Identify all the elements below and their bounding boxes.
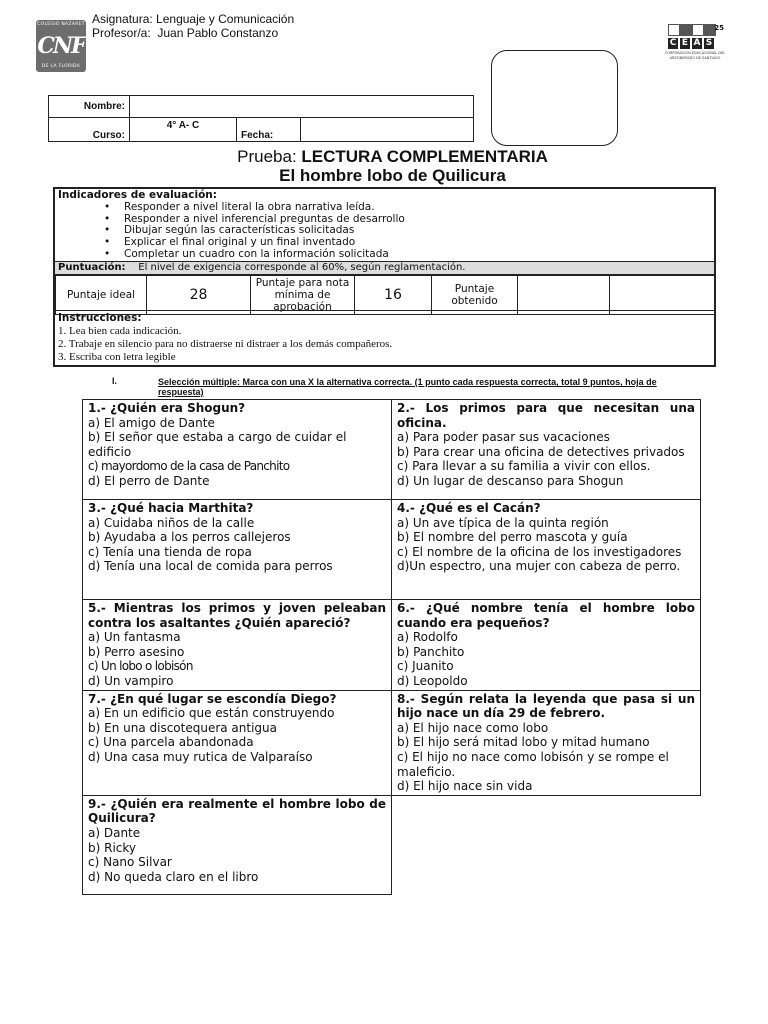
indicators-block — [58, 190, 405, 261]
test-title — [0, 147, 768, 167]
test-subtitle: El hombre lobo de Quilicura — [279, 166, 506, 185]
empty-cell — [392, 795, 701, 894]
min-score-label: Puntaje para nota mínima de aprobación — [251, 276, 355, 315]
question-3-option-d[interactable]: d) Tenía una local de comida para perros — [88, 559, 333, 574]
name-label: Nombre: — [49, 96, 130, 118]
question-8-option-c[interactable]: c) El hijo no nace como lobisón y se rompe el maleficio. — [397, 749, 669, 779]
teacher-line — [92, 26, 278, 40]
min-score-value: 16 — [355, 276, 432, 315]
question-1-option-a[interactable]: a) El amigo de Dante — [88, 415, 215, 430]
school-logo-top-text: COLEGIO NAZARET — [37, 22, 85, 27]
instructions-block — [55, 310, 714, 365]
question-1-option-b[interactable]: b) El señor que estaba a cargo de cuidar el edificio — [88, 430, 347, 459]
question-4-option-c[interactable]: c) El nombre de la oficina de los investigadores — [397, 544, 682, 559]
question-3-option-a[interactable]: a) Cuidaba niños de la calle — [88, 515, 255, 530]
question-3-option-b[interactable]: b) Ayudaba a los perros callejeros — [88, 530, 291, 545]
question-3-option-c[interactable]: c) Tenía una tienda de ropa — [88, 544, 252, 559]
date-label: Fecha: — [237, 118, 301, 142]
teacher-label: Profesor/a: — [92, 26, 151, 40]
obtained-score-field[interactable] — [518, 276, 610, 315]
question-7-option-c[interactable]: c) Una parcela abandonada — [88, 735, 254, 750]
indicators-list — [58, 202, 405, 261]
question-7-text: 7.- ¿En qué lugar se escondía Diego? — [88, 691, 337, 706]
obtained-score-label: Puntaje obtenido — [432, 276, 518, 315]
question-8-option-b[interactable]: b) El hijo será mitad lobo y mitad humano — [397, 735, 650, 750]
question-9-option-c[interactable]: c) Nano Silvar — [88, 855, 172, 870]
question-8-text: 8.- Según relata la leyenda que pasa si un hijo nace un día 29 de febrero. — [397, 691, 695, 721]
instructions-label: Instrucciones: — [58, 312, 142, 324]
question-6-text: 6.- ¿Qué nombre tenía el hombre lobo cuando era pequeños? — [397, 601, 695, 630]
indicator-item: • Responder a nivel inferencial preguntas de desarrollo — [124, 214, 405, 226]
ideal-score-value: 28 — [147, 276, 251, 315]
question-2-option-d[interactable]: d) Un lugar de descanso para Shogun — [397, 473, 624, 488]
course-value: 4° A- C — [130, 118, 237, 142]
instruction-item: 3. Escriba con letra legible — [58, 351, 176, 363]
subject-line — [92, 12, 294, 26]
evaluation-box — [53, 187, 716, 367]
questions-table — [82, 399, 701, 895]
question-4-text: 4.- ¿Qué es el Cacán? — [397, 501, 541, 515]
question-8-option-d[interactable]: d) El hijo nace sin vida — [397, 779, 533, 794]
ceas-logo-caption: CORPORACIÓN EDUCACIONAL DEL ARZOBISPADO DE SANTIAGO — [664, 51, 726, 60]
score-row — [55, 261, 714, 275]
question-2-option-b[interactable]: b) Para crear una oficina de detectives privados — [397, 444, 685, 459]
question-4-option-a[interactable]: a) Un ave típica de la quinta región — [397, 515, 609, 530]
grade-box[interactable] — [491, 50, 618, 146]
question-8 — [392, 690, 701, 795]
question-2-option-c[interactable]: c) Para llevar a su familia a vivir con ellos. — [397, 459, 651, 474]
question-6-option-a[interactable]: a) Rodolfo — [397, 630, 458, 645]
question-6 — [392, 600, 701, 691]
subject-label: Asignatura: — [92, 12, 153, 26]
instruction-item: 2. Trabaje en silencio para no distraerse ni distraer a los demás compañeros. — [58, 338, 393, 350]
indicator-item: • Dibujar según las características solicitadas — [124, 225, 405, 237]
subject-value: Lenguaje y Comunicación — [156, 12, 295, 26]
teacher-value: Juan Pablo Constanzo — [157, 26, 279, 40]
question-9 — [83, 795, 392, 894]
question-1-text: 1.- ¿Quién era Shogun? — [88, 401, 246, 415]
question-9-option-d[interactable]: d) No queda claro en el libro — [88, 869, 259, 884]
instruction-item: 1. Lea bien cada indicación. — [58, 325, 182, 337]
score-text: El nivel de exigencia corresponde al 60%, según reglamentación. — [138, 262, 466, 273]
section-instructions: Selección múltiple: Marca con una X la alternativa correcta. (1 punto cada respuesta correcta, total 9 puntos, hoja de respuesta) — [158, 377, 657, 397]
question-7 — [83, 690, 392, 795]
question-4 — [392, 500, 701, 600]
question-9-option-a[interactable]: a) Dante — [88, 825, 141, 840]
score-label: Puntuación: — [58, 262, 126, 273]
score-table-filler — [610, 276, 715, 315]
school-logo-monogram: CNF — [37, 33, 85, 59]
ceas-logo — [664, 24, 726, 60]
question-8-option-a[interactable]: a) El hijo nace como lobo — [397, 720, 549, 735]
question-6-option-b[interactable]: b) Panchito — [397, 644, 465, 659]
indicator-item: • Completar un cuadro con la información solicitada — [124, 249, 405, 261]
question-5-option-c[interactable]: c) Un lobo o lobisón — [88, 659, 193, 674]
question-9-option-b[interactable]: b) Ricky — [88, 840, 137, 855]
ceas-logo-word: C E A S — [669, 38, 713, 48]
question-1-option-c[interactable]: c) mayordomo de la casa de Panchito — [88, 459, 290, 474]
student-info-table — [48, 95, 474, 142]
question-5-option-a[interactable]: a) Un fantasma — [88, 630, 181, 645]
question-5-option-b[interactable]: b) Perro asesino — [88, 644, 185, 659]
question-5 — [83, 600, 392, 691]
test-title-prefix: Prueba: — [237, 147, 302, 166]
question-7-option-b[interactable]: b) En una discotequera antigua — [88, 720, 278, 735]
question-2 — [392, 400, 701, 500]
section-number: I. — [112, 376, 118, 386]
ideal-score-label: Puntaje ideal — [56, 276, 147, 315]
question-2-option-a[interactable]: a) Para poder pasar sus vacaciones — [397, 430, 610, 445]
test-title-main: LECTURA COMPLEMENTARIA — [301, 147, 548, 166]
question-1 — [83, 400, 392, 500]
question-7-option-a[interactable]: a) En un edificio que están construyendo — [88, 706, 335, 721]
name-field[interactable] — [130, 96, 474, 118]
question-4-option-d[interactable]: d)Un espectro, una mujer con cabeza de perro. — [397, 559, 681, 574]
question-5-option-d[interactable]: d) Un vampiro — [88, 673, 174, 688]
school-logo-bottom-text: DE LA FLORIDA — [41, 64, 81, 69]
question-7-option-d[interactable]: d) Una casa muy rutica de Valparaíso — [88, 749, 313, 764]
ceas-logo-number: 25 — [714, 24, 724, 32]
question-3 — [83, 500, 392, 600]
question-5-text: 5.- Mientras los primos y joven peleaban contra los asaltantes ¿Quién apareció? — [88, 601, 386, 630]
indicator-item: • Responder a nivel literal la obra narrativa leída. — [124, 202, 405, 214]
indicator-item: • Explicar el final original y un final inventado — [124, 237, 405, 249]
question-6-option-c[interactable]: c) Juanito — [397, 659, 454, 674]
course-label: Curso: — [49, 118, 130, 142]
question-4-option-b[interactable]: b) El nombre del perro mascota y guía — [397, 530, 628, 545]
date-field[interactable] — [301, 118, 474, 142]
school-logo — [36, 20, 86, 72]
question-1-option-d[interactable]: d) El perro de Dante — [88, 473, 210, 488]
question-9-text: 9.- ¿Quién era realmente el hombre lobo de Quilicura? — [88, 796, 386, 826]
question-3-text: 3.- ¿Qué hacia Marthita? — [88, 501, 254, 515]
scores-table — [55, 275, 714, 315]
question-6-option-d[interactable]: d) Leopoldo — [397, 673, 468, 688]
indicators-label: Indicadores de evaluación: — [58, 189, 217, 201]
question-2-text: 2.- Los primos para que necesitan una oficina. — [397, 401, 695, 430]
